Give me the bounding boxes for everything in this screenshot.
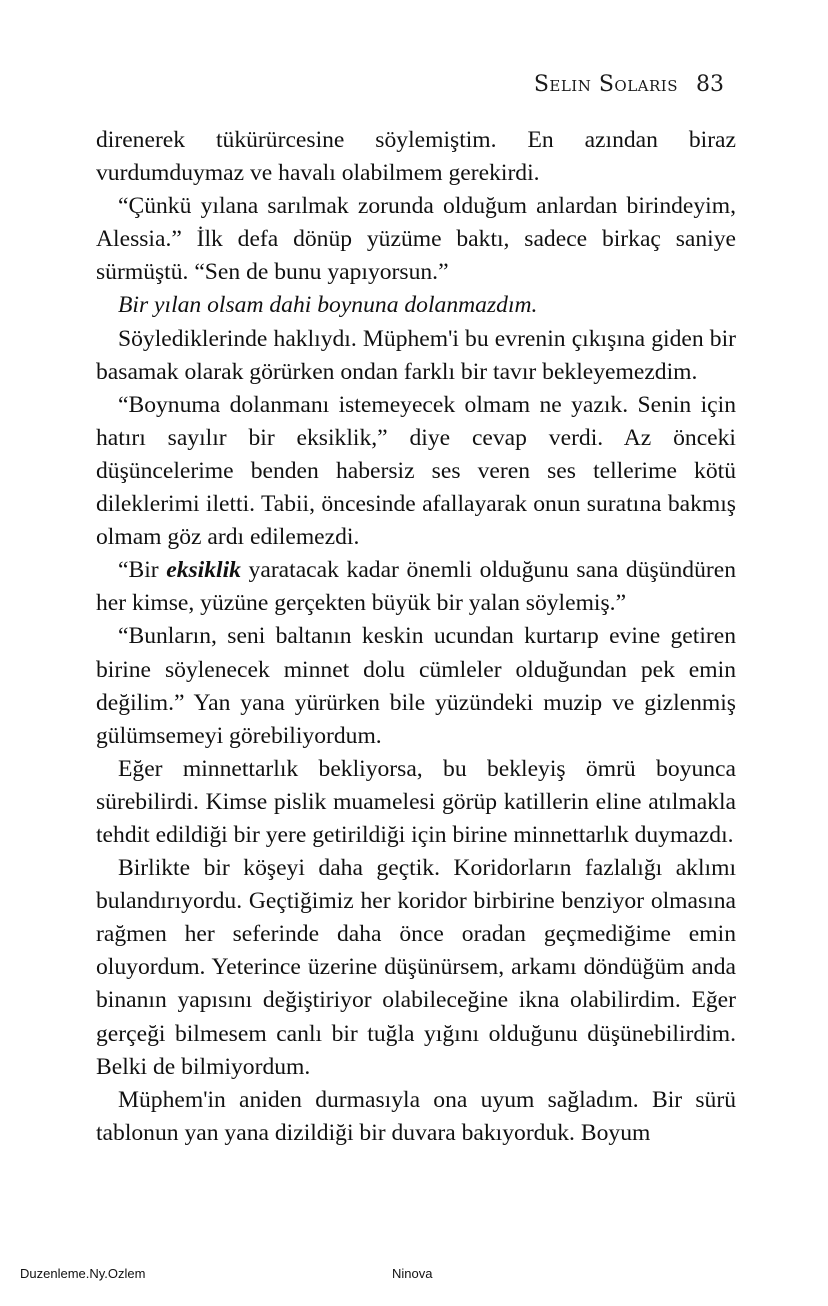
- paragraph: “Çünkü yılana sarılmak zorunda olduğum anlardan birindeyim, Alessia.” İlk defa dönüp yüzüme baktı, sadece birkaç saniye sürmüştü. “Sen de bunu yapıyorsun.”: [96, 193, 736, 286]
- paragraph: [96, 554, 736, 620]
- paragraph: “Bunların, seni baltanın keskin ucundan kurtarıp evine getiren birine söylenecek minnet dolu cümleler olduğundan pek emin değilim.” Yan yana yürürken bile yüzündeki muzip ve gizlenmiş gülümsemeyi görebiliyordum.: [96, 623, 736, 749]
- page-number: 83: [696, 72, 724, 97]
- paragraph-text: “Bir: [118, 557, 167, 584]
- paragraph: Eğer minnettarlık bekliyorsa, bu bekleyiş ömrü boyunca sürebilirdi. Kimse pislik muamelesi görüp katillerin eline atılmakla tehdit edildiği bir yere getirildiği için birine minnettarlık duymazdı.: [96, 755, 736, 848]
- page-header: [534, 72, 724, 97]
- paragraph: Müphem'in aniden durmasıyla ona uyum sağladım. Bir sürü tablonun yan yana dizildiği bir duvara bakıyorduk. Boyum: [96, 1086, 736, 1146]
- paragraph-italic-thought: Bir yılan olsam dahi boynuna dolanmazdım.: [118, 292, 538, 319]
- paragraph: Birlikte bir köşeyi daha geçtik. Koridorların fazlalığı aklımı bulandırıyordu. Geçtiğimiz her koridor birbirine benziyor olmasına rağmen her seferinde daha önce oradan geçmediğime emin oluyordum. Yeterince üzerine düşünürsem, arkamı döndüğüm anda binanın yapısını değiştiriyor olabileceğine ikna olabilirdim. Eğer gerçeği bilmesem canlı bir tuğla yığını olduğunu düşünebilirdim. Belki de bilmiyordum.: [96, 855, 736, 1080]
- footer-scan-credit: Duzenleme.Ny.Ozlem: [20, 1266, 146, 1281]
- page-body: [96, 124, 736, 1150]
- paragraph: “Boynuma dolanmanı istemeyecek olmam ne yazık. Senin için hatırı sayılır bir eksiklik,” diye cevap verdi. Az önceki düşüncelerime benden habersiz ses veren ses tellerime kötü dileklerimi iletti. Tabii, öncesinde afallayarak onun suratına bakmış olmam göz ardı edilemezdi.: [96, 391, 736, 551]
- paragraph: direnerek tükürürcesine söylemiştim. En azından biraz vurdumduymaz ve havalı olabilmem gerekirdi.: [96, 127, 736, 187]
- header-author: Selin Solaris: [533, 72, 678, 97]
- paragraph: Söylediklerinde haklıydı. Müphem'i bu evrenin çıkışına giden bir basamak olarak görürken ondan farklı bir tavır bekleyemezdim.: [96, 325, 736, 385]
- footer-publisher: Ninova: [392, 1266, 433, 1281]
- emphasized-word: eksiklik: [166, 557, 241, 584]
- paragraph-text: yaratacak kadar önemli olduğunu sana düşündüren her kimse, yüzüne gerçekten büyük bir yalan söylemiş.”: [96, 557, 736, 617]
